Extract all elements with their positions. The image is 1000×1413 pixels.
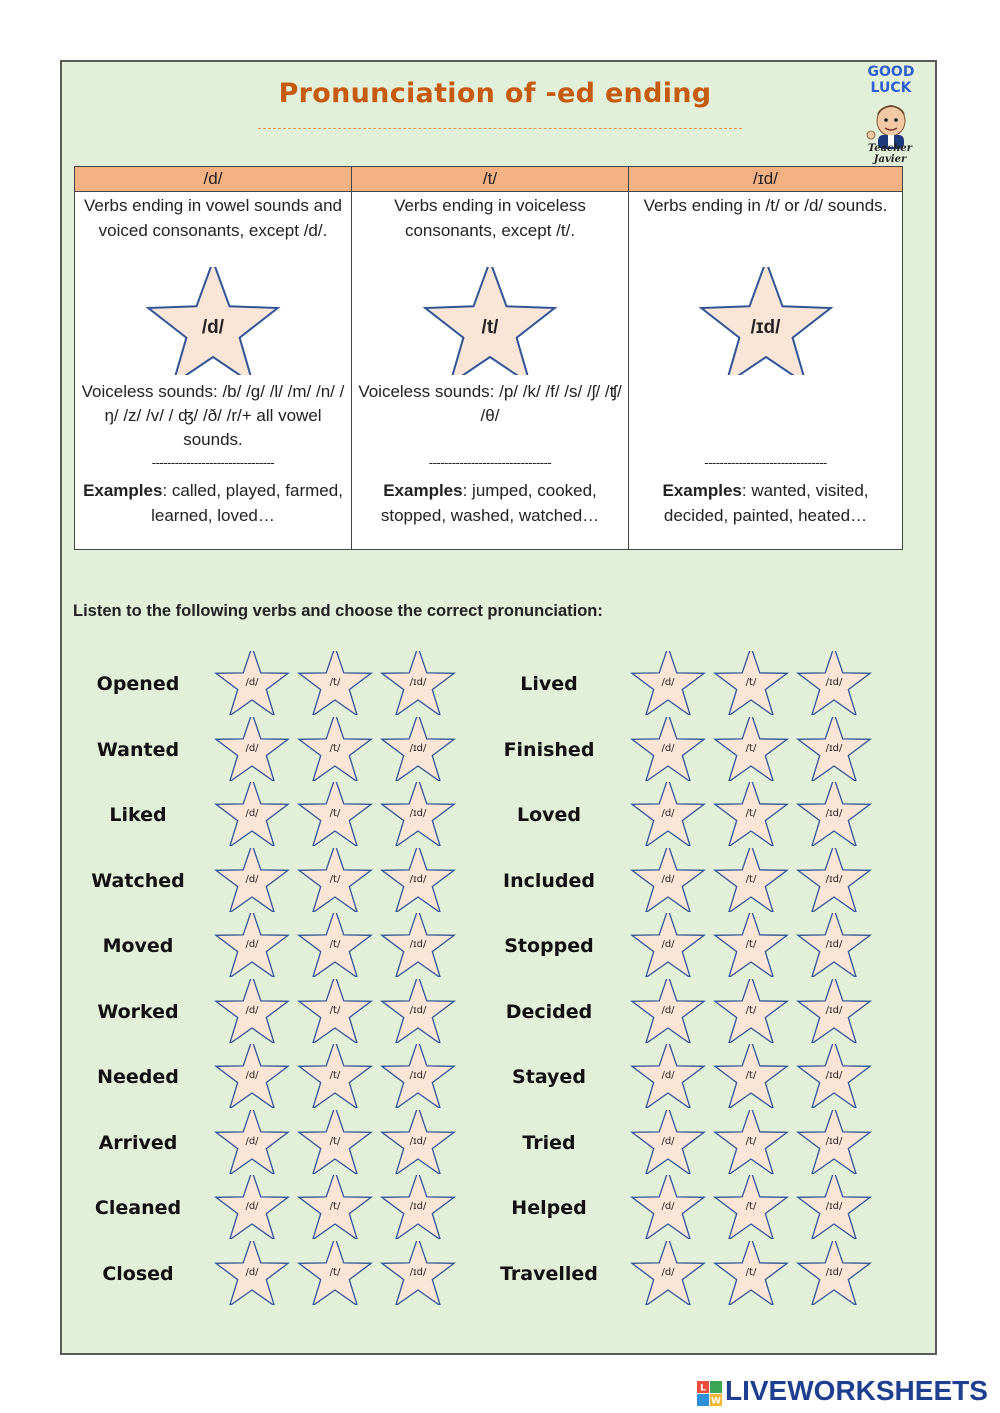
option-label: /ɪd/ [825, 1135, 843, 1147]
examples-text [352, 478, 628, 528]
answer-star-option[interactable] [794, 1175, 874, 1239]
option-label: /t/ [745, 808, 757, 819]
option-label: /ɪd/ [825, 873, 843, 885]
verb-label: Finished [503, 738, 595, 761]
answer-star-option[interactable] [378, 782, 458, 846]
verb-label: Lived [520, 673, 578, 695]
option-label: /t/ [329, 1201, 341, 1212]
answer-star-option[interactable] [628, 717, 708, 781]
answer-star-option[interactable] [711, 979, 791, 1043]
option-label: /t/ [745, 939, 757, 950]
answer-star-option[interactable] [794, 651, 874, 715]
verb-label: Included [503, 869, 595, 892]
verb-label: Wanted [96, 738, 180, 761]
answer-star-option[interactable] [295, 1241, 375, 1305]
answer-star-option[interactable] [295, 782, 375, 846]
verb-label: Loved [516, 804, 582, 826]
examples-label: Examples [83, 481, 163, 500]
option-label: /t/ [329, 1004, 341, 1016]
option-label: /t/ [745, 677, 757, 688]
column-description: Verbs ending in voiceless consonants, except /t/. [394, 196, 586, 240]
answer-star-option[interactable] [628, 979, 708, 1043]
divider: -------------------------------- [704, 455, 827, 470]
option-label: /d/ [245, 1004, 259, 1016]
verb-label: Opened [96, 673, 180, 695]
option-label: /t/ [745, 873, 757, 885]
answer-star-option[interactable] [711, 1044, 791, 1108]
option-label: /ɪd/ [409, 742, 427, 754]
answer-star-option[interactable] [378, 1110, 458, 1174]
option-label: /ɪd/ [409, 808, 427, 819]
option-label: /t/ [329, 873, 341, 885]
verb-label: Watched [91, 869, 185, 892]
answer-star-option[interactable] [295, 848, 375, 912]
verb-label: Arrived [98, 1131, 178, 1154]
option-label: /d/ [661, 1201, 675, 1212]
answer-star-option[interactable] [794, 1044, 874, 1108]
logo-letter-w: W [711, 1396, 721, 1406]
answer-star-option[interactable] [295, 651, 375, 715]
answer-star-option[interactable] [711, 848, 791, 912]
badge-signature: Teacher Javier [867, 143, 913, 165]
examples-list: : jumped, cooked, stopped, washed, watched… [380, 481, 600, 525]
verb-label: Cleaned [94, 1197, 182, 1219]
option-label: /ɪd/ [825, 1266, 843, 1278]
verb-label: Decided [505, 1000, 593, 1023]
option-label: /d/ [661, 1135, 675, 1147]
column-description: Verbs ending in /t/ or /d/ sounds. [643, 196, 888, 215]
answer-star-option[interactable] [378, 717, 458, 781]
answer-star-option[interactable] [711, 717, 791, 781]
option-label: /t/ [329, 1266, 341, 1278]
answer-star-option[interactable] [628, 782, 708, 846]
pronunciation-rules-table [74, 166, 903, 550]
verb-label: Closed [102, 1262, 174, 1285]
option-label: /d/ [661, 742, 675, 754]
answer-star-option[interactable] [295, 1110, 375, 1174]
option-label: /ɪd/ [409, 1135, 427, 1147]
divider: -------------------------------- [151, 455, 275, 470]
option-label: /d/ [661, 1266, 675, 1278]
option-label: /t/ [745, 1070, 757, 1081]
examples-list: : wanted, visited, decided, painted, heated… [663, 481, 869, 525]
answer-star-option[interactable] [212, 782, 292, 846]
answer-star-option[interactable] [378, 913, 458, 977]
option-label: /ɪd/ [409, 677, 427, 688]
answer-star-option[interactable] [378, 979, 458, 1043]
option-label: /d/ [661, 1070, 675, 1081]
option-label: /ɪd/ [409, 1004, 427, 1016]
column-header: /ɪd/ [629, 167, 902, 192]
answer-star-option[interactable] [378, 651, 458, 715]
option-label: /ɪd/ [825, 939, 843, 950]
option-label: /t/ [329, 1135, 341, 1147]
option-label: /ɪd/ [409, 1266, 427, 1278]
rule-column-t [351, 167, 628, 549]
option-label: /t/ [329, 677, 341, 688]
verb-label: Helped [511, 1197, 587, 1219]
answer-star-option[interactable] [794, 848, 874, 912]
option-label: /d/ [661, 1004, 675, 1016]
answer-star-option[interactable] [212, 848, 292, 912]
answer-star-option[interactable] [295, 979, 375, 1043]
option-label: /ɪd/ [409, 873, 427, 885]
verb-label: Needed [97, 1066, 179, 1088]
answer-star-option[interactable] [378, 1241, 458, 1305]
badge-line-2: LUCK [870, 80, 912, 96]
answer-star-option[interactable] [794, 979, 874, 1043]
answer-star-option[interactable] [212, 1241, 292, 1305]
answer-star-option[interactable] [711, 1241, 791, 1305]
star-label: /ɪd/ [750, 317, 781, 338]
option-label: /ɪd/ [825, 1004, 843, 1016]
answer-star-option[interactable] [711, 651, 791, 715]
answer-star-option[interactable] [628, 1241, 708, 1305]
option-label: /t/ [329, 742, 341, 754]
examples-list: : called, played, farmed, learned, loved… [151, 481, 343, 525]
option-label: /t/ [745, 1135, 757, 1147]
answer-star-option[interactable] [295, 717, 375, 781]
exercise-instruction: Listen to the following verbs and choose the correct pronunciation: [73, 602, 603, 620]
verb-label: Travelled [500, 1262, 598, 1285]
footer-brand: LIVEWORKSHEETS [725, 1375, 988, 1406]
option-label: /d/ [245, 677, 259, 688]
option-label: /d/ [661, 939, 675, 950]
answer-star-option[interactable] [378, 848, 458, 912]
answer-star-option[interactable] [628, 1110, 708, 1174]
badge-line-1: GOOD [867, 64, 915, 80]
option-label: /ɪd/ [409, 939, 427, 950]
answer-star-option[interactable] [212, 913, 292, 977]
answer-star-option[interactable] [711, 1110, 791, 1174]
answer-star-option[interactable] [794, 913, 874, 977]
answer-star-option[interactable] [628, 1175, 708, 1239]
rule-column-d [75, 167, 351, 549]
answer-star-option[interactable] [711, 782, 791, 846]
option-label: /t/ [745, 742, 757, 754]
examples-label: Examples [383, 481, 463, 500]
answer-star-option[interactable] [628, 848, 708, 912]
divider: -------------------------------- [428, 455, 552, 470]
option-label: /ɪd/ [825, 742, 843, 754]
option-label: /d/ [245, 873, 259, 885]
answer-star-option[interactable] [295, 913, 375, 977]
column-header: /d/ [75, 167, 351, 192]
liveworksheets-logo-icon [697, 1381, 722, 1406]
option-label: /d/ [245, 1266, 259, 1278]
option-label: /t/ [745, 1004, 757, 1016]
option-label: /d/ [661, 808, 675, 819]
verb-label: Worked [97, 1000, 179, 1023]
verb-label: Liked [109, 804, 167, 826]
answer-star-option[interactable] [212, 717, 292, 781]
answer-star-option[interactable] [794, 1241, 874, 1305]
option-label: /d/ [661, 677, 675, 688]
option-label: /d/ [245, 1070, 259, 1081]
column-description: Verbs ending in vowel sounds and voiced consonants, except /d/. [83, 196, 342, 240]
option-label: /t/ [329, 1070, 341, 1081]
answer-star-option[interactable] [212, 1044, 292, 1108]
examples-text [75, 478, 351, 528]
option-label: /ɪd/ [825, 1070, 843, 1081]
answer-star-option[interactable] [794, 1110, 874, 1174]
option-label: /d/ [245, 1135, 259, 1147]
verb-label: Stopped [504, 935, 594, 957]
answer-star-option[interactable] [378, 1175, 458, 1239]
answer-star-option[interactable] [212, 651, 292, 715]
title-underline [258, 128, 742, 129]
option-label: /d/ [245, 1201, 259, 1212]
option-label: /ɪd/ [825, 677, 843, 688]
answer-star-option[interactable] [212, 1175, 292, 1239]
option-label: /ɪd/ [825, 1201, 843, 1212]
badge-good-luck [862, 64, 920, 96]
option-label: /t/ [329, 808, 341, 819]
answer-star-option[interactable] [711, 913, 791, 977]
page-title: Pronunciation of -ed ending [278, 78, 712, 109]
sounds-list: Voiceless sounds: /b/ /g/ /l/ /m/ /n/ /ŋ/ /z/ /v/ / ʤ/ /ð/ /r/+ all vowel sounds. [81, 382, 345, 449]
option-label: /t/ [745, 1201, 757, 1212]
answer-star-option[interactable] [794, 782, 874, 846]
option-label: /d/ [245, 808, 259, 819]
sounds-list: Voiceless sounds: /p/ /k/ /f/ /s/ /ʃ/ /ʧ/ /θ/ [358, 382, 622, 425]
answer-star-option[interactable] [628, 651, 708, 715]
logo-letter-l: L [700, 1383, 706, 1394]
answer-star-option[interactable] [794, 717, 874, 781]
star-label: /d/ [201, 317, 225, 338]
answer-star-option[interactable] [378, 1044, 458, 1108]
option-label: /d/ [245, 939, 259, 950]
verb-label: Stayed [512, 1066, 586, 1088]
star-label: /t/ [481, 317, 499, 338]
answer-star-option[interactable] [295, 1044, 375, 1108]
answer-star-option[interactable] [212, 979, 292, 1043]
column-header: /t/ [352, 167, 628, 192]
verb-label: Tried [522, 1131, 576, 1154]
examples-label: Examples [662, 481, 742, 500]
answer-star-option[interactable] [628, 1044, 708, 1108]
option-label: /ɪd/ [825, 808, 843, 819]
verb-label: Moved [102, 935, 174, 957]
answer-star-option[interactable] [295, 1175, 375, 1239]
option-label: /t/ [329, 939, 341, 950]
option-label: /d/ [661, 873, 675, 885]
answer-star-option[interactable] [212, 1110, 292, 1174]
option-label: /d/ [245, 742, 259, 754]
option-label: /ɪd/ [409, 1201, 427, 1212]
option-label: /t/ [745, 1266, 757, 1278]
answer-star-option[interactable] [628, 913, 708, 977]
rule-column-id [628, 167, 902, 549]
examples-text [629, 478, 902, 528]
answer-star-option[interactable] [711, 1175, 791, 1239]
option-label: /ɪd/ [409, 1070, 427, 1081]
